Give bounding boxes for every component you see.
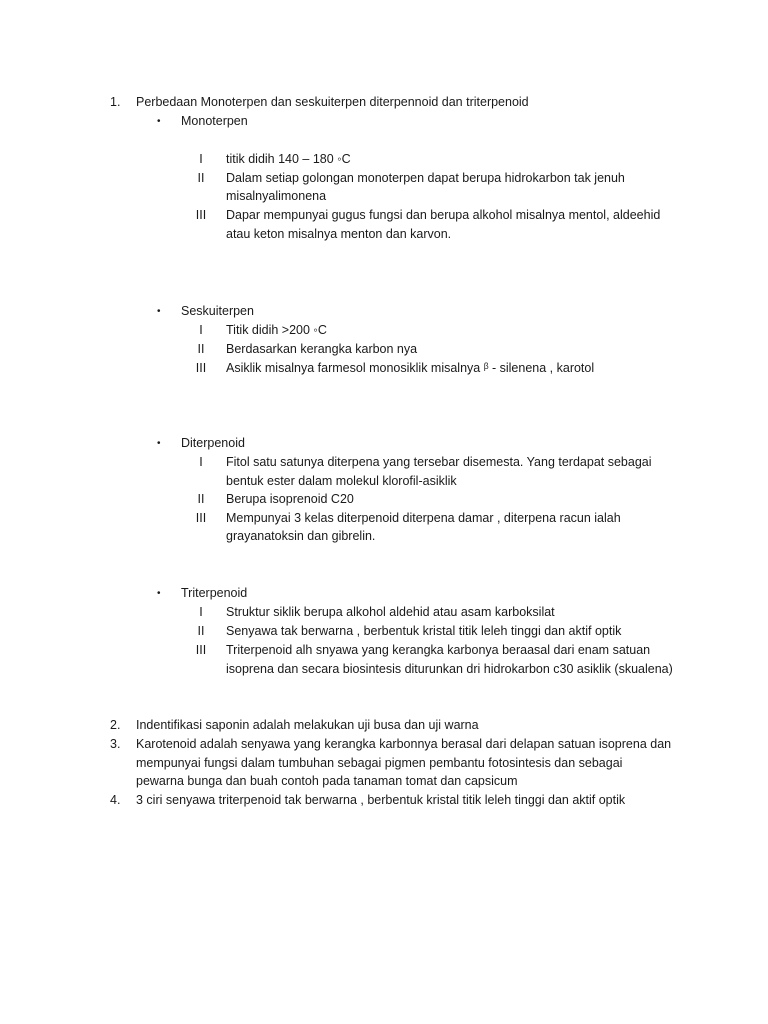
- roman-numeral: II: [197, 171, 205, 185]
- roman-numeral: II: [197, 492, 205, 506]
- group-heading: Diterpenoid: [181, 436, 245, 450]
- point-text: Fitol satu satunya diterpena yang tersebar disemesta. Yang terdapat sebagai: [226, 455, 652, 469]
- point-text: Mempunyai 3 kelas diterpenoid diterpena damar , diterpena racun ialah: [226, 511, 621, 525]
- bullet-marker: •: [157, 116, 161, 127]
- item-text: 3 ciri senyawa triterpenoid tak berwarna , berbentuk kristal titik leleh tinggi dan aktif optik: [136, 793, 626, 807]
- point-text: atau keton misalnya menton dan karvon.: [226, 227, 452, 241]
- point-text: Dapar mempunyai gugus fungsi dan berupa alkohol misalnya mentol, aldeehid: [226, 208, 661, 222]
- roman-numeral: III: [195, 208, 207, 222]
- group-heading: Seskuiterpen: [181, 304, 254, 318]
- bullet-marker: •: [157, 306, 161, 317]
- point-text: Berupa isoprenoid C20: [226, 492, 354, 506]
- roman-numeral: I: [199, 605, 203, 619]
- point-text: Asiklik misalnya farmesol monosiklik misalnya ᵝ - silenena , karotol: [226, 361, 595, 375]
- list-number: 1.: [110, 95, 121, 109]
- point-text: Senyawa tak berwarna , berbentuk kristal titik leleh tinggi dan aktif optik: [226, 624, 622, 638]
- bullet-marker: •: [157, 588, 161, 599]
- roman-numeral: III: [195, 361, 207, 375]
- point-text: bentuk ester dalam molekul klorofil-asiklik: [226, 474, 457, 488]
- point-text: misalnyalimonena: [226, 189, 327, 203]
- point-text: Berdasarkan kerangka karbon nya: [226, 342, 418, 356]
- list-number: 2.: [110, 718, 121, 732]
- list-number: 3.: [110, 737, 121, 751]
- point-text: isoprena dan secara biosintesis diturunkan dri hidrokarbon c30 asiklik (skualena): [226, 662, 673, 676]
- bullet-marker: •: [157, 438, 161, 449]
- point-text: titik didih 140 – 180 ◦C: [226, 152, 351, 166]
- item-text: Karotenoid adalah senyawa yang kerangka karbonnya berasal dari delapan satuan isoprena dan: [136, 737, 672, 751]
- point-text: grayanatoksin dan gibrelin.: [226, 529, 376, 543]
- item-text: Indentifikasi saponin adalah melakukan uji busa dan uji warna: [136, 718, 479, 732]
- point-text: Triterpenoid alh snyawa yang kerangka karbonya beraasal dari enam satuan: [226, 643, 651, 657]
- item-text: pewarna bunga dan buah contoh pada tanaman tomat dan capsicum: [136, 774, 518, 788]
- list-number: 4.: [110, 793, 121, 807]
- roman-numeral: II: [197, 342, 205, 356]
- roman-numeral: III: [195, 643, 207, 657]
- item-title: Perbedaan Monoterpen dan seskuiterpen diterpennoid dan triterpenoid: [136, 95, 529, 109]
- group-heading: Triterpenoid: [181, 586, 248, 600]
- roman-numeral: I: [199, 152, 203, 166]
- roman-numeral: I: [199, 455, 203, 469]
- roman-numeral: I: [199, 323, 203, 337]
- point-text: Dalam setiap golongan monoterpen dapat berupa hidrokarbon tak jenuh: [226, 171, 625, 185]
- roman-numeral: III: [195, 511, 207, 525]
- roman-numeral: II: [197, 624, 205, 638]
- group-heading: Monoterpen: [181, 114, 248, 128]
- point-text: Titik didih >200 ◦C: [226, 323, 327, 337]
- item-text: mempunyai fungsi dalam tumbuhan sebagai pigmen pembantu fotosintesis dan sebagai: [136, 756, 623, 770]
- point-text: Struktur siklik berupa alkohol aldehid atau asam karboksilat: [226, 605, 555, 619]
